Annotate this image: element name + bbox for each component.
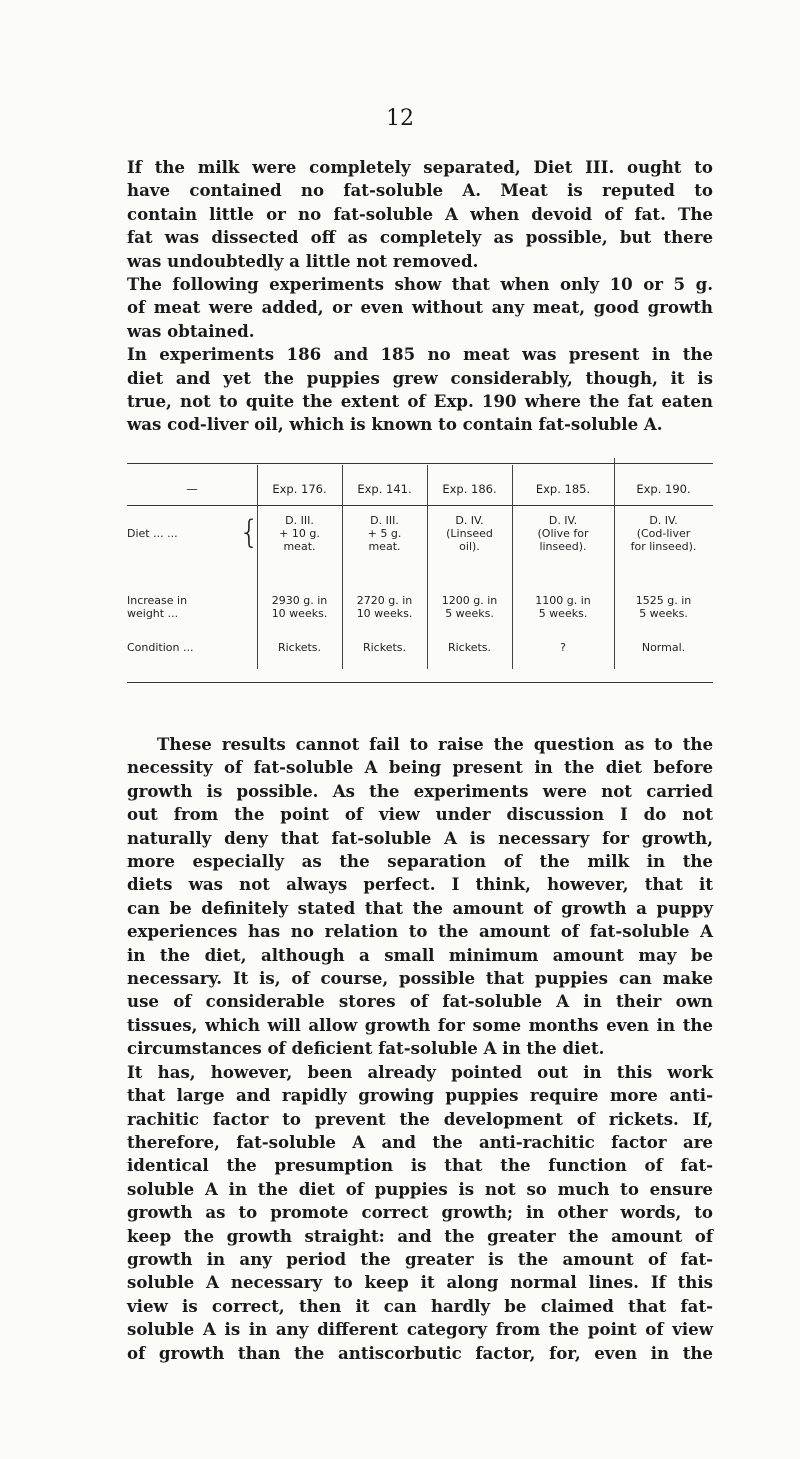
text-line: growth in any period the greater is the amount of fat- bbox=[127, 1248, 713, 1269]
row-label: Diet ... ... bbox=[127, 527, 178, 540]
brace-mark: { bbox=[239, 513, 260, 551]
text-line: The following experiments show that when only 10 or 5 g. bbox=[127, 274, 713, 295]
table-cell: Rickets. bbox=[362, 641, 407, 654]
row-label: Increase in weight ... bbox=[127, 594, 188, 620]
text-line: can be definitely stated that the amount of growth a puppy bbox=[127, 897, 713, 918]
text-line: out from the point of view under discussion I do not bbox=[127, 804, 713, 825]
table-cell: 2720 g. in 10 weeks. bbox=[356, 594, 413, 620]
table-cell: D. IV. (Linseed oil). bbox=[446, 514, 493, 553]
text-line: identical the presumption is that the function of fat- bbox=[127, 1155, 713, 1176]
column-header: Exp. 185. bbox=[535, 482, 591, 496]
text-line: tissues, which will allow growth for some months even in the bbox=[127, 1014, 713, 1035]
text-line: If the milk were completely separated, Diet III. ought to bbox=[127, 157, 713, 177]
table-corner: — bbox=[186, 482, 198, 496]
table-cell: D. IV. (Cod-liver for linseed). bbox=[630, 514, 697, 553]
table-top-rule bbox=[127, 463, 713, 464]
column-header: Exp. 190. bbox=[636, 482, 691, 496]
text-line: of growth than the antiscorbutic factor, for, even in the bbox=[127, 1342, 713, 1363]
text-line: soluble A in the diet of puppies is not so much to ensure bbox=[127, 1178, 713, 1199]
text-line: In experiments 186 and 185 no meat was present in the bbox=[127, 344, 713, 365]
text-line: of meat were added, or even without any meat, good growth bbox=[127, 297, 713, 318]
text-line: was cod-liver oil, which is known to contain fat-soluble A. bbox=[127, 414, 663, 435]
text-line: that large and rapidly growing puppies require more anti- bbox=[127, 1085, 713, 1106]
table-cell: 1100 g. in 5 weeks. bbox=[535, 594, 591, 620]
text-line: growth is possible. As the experiments were not carried bbox=[127, 780, 713, 801]
text-line: growth as to promote correct growth; in other words, to bbox=[127, 1202, 713, 1223]
experiment-table bbox=[127, 463, 713, 683]
text-line: was undoubtedly a little not removed. bbox=[127, 250, 479, 271]
text-line: have contained no fat-soluble A. Meat is reputed to bbox=[127, 180, 713, 201]
table-cell: 2930 g. in 10 weeks. bbox=[271, 594, 328, 620]
text-line: keep the growth straight: and the greater the amount of bbox=[127, 1225, 713, 1246]
text-line: more especially as the separation of the milk in the bbox=[127, 851, 713, 872]
text-line: experiences has no relation to the amount of fat-soluble A bbox=[127, 921, 713, 942]
table-cell: ? bbox=[560, 641, 566, 654]
table-cell: D. III. + 5 g. meat. bbox=[367, 514, 402, 553]
table-cell: Normal. bbox=[641, 641, 686, 654]
table-cell: Rickets. bbox=[447, 641, 492, 654]
column-header: Exp. 141. bbox=[357, 482, 412, 496]
table-cell: D. III. + 10 g. meat. bbox=[279, 514, 320, 553]
column-header: Exp. 186. bbox=[442, 482, 497, 496]
discussion-paragraph bbox=[127, 733, 713, 1365]
text-line: true, not to quite the extent of Exp. 190 where the fat eaten bbox=[127, 391, 713, 412]
table-bottom-rule bbox=[127, 682, 713, 683]
intro-paragraph bbox=[127, 156, 713, 437]
table-cell: 1200 g. in 5 weeks. bbox=[441, 594, 498, 620]
text-line: view is correct, then it can hardly be claimed that fat- bbox=[127, 1295, 713, 1316]
text-line: necessary. It is, of course, possible that puppies can make bbox=[127, 968, 713, 989]
text-line: use of considerable stores of fat-soluble A in their own bbox=[127, 991, 713, 1012]
table-header-rule bbox=[127, 505, 713, 506]
table-cell: D. IV. (Olive for linseed). bbox=[537, 514, 589, 553]
text-line: diet and yet the puppies grew considerably, though, it is bbox=[127, 367, 713, 388]
text-line: soluble A is in any different category from the point of view bbox=[127, 1319, 713, 1340]
text-line: rachitic factor to prevent the development of rickets. If, bbox=[127, 1108, 713, 1129]
page-number: 12 bbox=[386, 106, 414, 131]
text-line: contain little or no fat-soluble A when devoid of fat. The bbox=[127, 203, 713, 224]
table-cell: Rickets. bbox=[277, 641, 322, 654]
text-line: diets was not always perfect. I think, however, that it bbox=[127, 874, 713, 895]
column-header: Exp. 176. bbox=[272, 482, 327, 496]
text-line: circumstances of deficient fat-soluble A in the diet. bbox=[127, 1038, 605, 1059]
text-line: These results cannot fail to raise the question as to the bbox=[157, 734, 713, 754]
text-line: fat was dissected off as completely as possible, but there bbox=[127, 227, 713, 248]
text-line: therefore, fat-soluble A and the anti-rachitic factor are bbox=[127, 1131, 713, 1152]
text-line: in the diet, although a small minimum amount may be bbox=[127, 944, 713, 965]
row-label: Condition ... bbox=[127, 641, 194, 654]
text-line: naturally deny that fat-soluble A is necessary for growth, bbox=[127, 827, 713, 848]
table-cell: 1525 g. in 5 weeks. bbox=[635, 594, 692, 620]
text-line: soluble A necessary to keep it along normal lines. If this bbox=[127, 1272, 713, 1293]
text-line: necessity of fat-soluble A being present in the diet before bbox=[127, 757, 713, 778]
text-line: It has, however, been already pointed out in this work bbox=[127, 1061, 713, 1082]
text-line: was obtained. bbox=[127, 320, 255, 341]
